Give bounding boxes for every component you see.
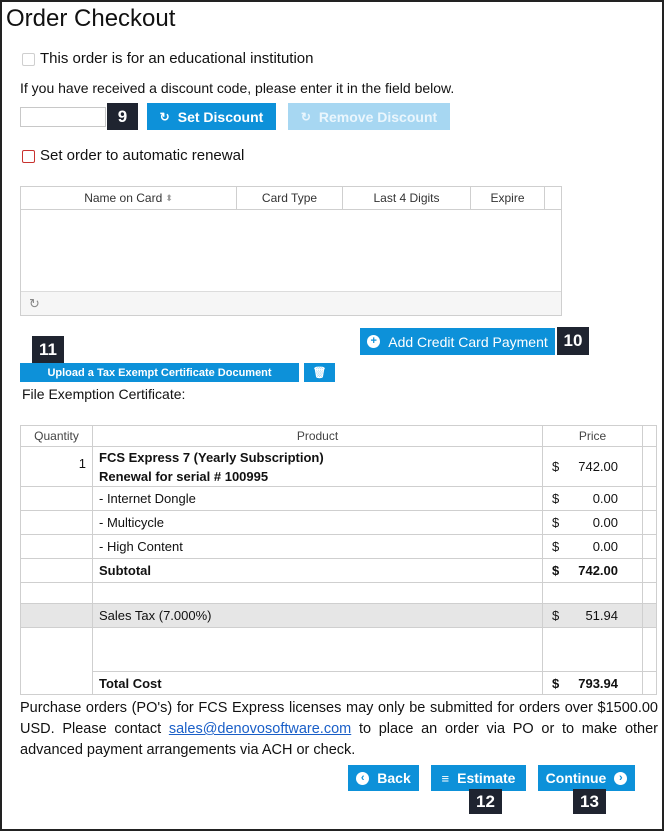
- addon-name: - Multicycle: [93, 511, 543, 535]
- trash-icon: 🗑: [312, 367, 327, 379]
- table-row: [21, 511, 657, 535]
- arrow-left-icon: ‹: [356, 772, 369, 785]
- column-expire[interactable]: Expire: [471, 187, 545, 209]
- purchase-order-notice: Purchase orders (PO's) for FCS Express licenses may only be submitted for orders over $1500.00 USD. Please contact sales@denovosoftware.com to place an order via PO or to make other advanced payment arrangements via ACH or check.: [20, 700, 658, 758]
- auto-renewal-checkbox[interactable]: [22, 150, 35, 163]
- upload-tax-exempt-label: Upload a Tax Exempt Certificate Document: [47, 366, 272, 379]
- column-spacer: [545, 187, 561, 209]
- add-credit-card-payment-button[interactable]: [360, 328, 555, 355]
- table-row: [21, 447, 657, 487]
- remove-discount-label: Remove Discount: [318, 108, 438, 125]
- callout-9: 9: [107, 103, 138, 130]
- education-label: This order is for an educational institution: [40, 50, 314, 67]
- addon-price: $ 0.00: [543, 511, 643, 535]
- callout-10: 10: [557, 327, 589, 355]
- discount-instruction: If you have received a discount code, please enter it in the field below.: [20, 80, 455, 96]
- callout-11: 11: [32, 336, 64, 363]
- arrow-right-icon: ›: [614, 772, 627, 785]
- plus-icon: +: [367, 335, 380, 348]
- total-label: Total Cost: [93, 672, 543, 695]
- sales-tax-value: $ 51.94: [543, 604, 643, 628]
- header-price: Price: [543, 426, 643, 447]
- header-quantity: Quantity: [21, 426, 93, 447]
- subtotal-row: [21, 559, 657, 583]
- addon-price: $ 0.00: [543, 487, 643, 511]
- set-discount-button[interactable]: [147, 103, 276, 130]
- remove-discount-button[interactable]: [288, 103, 450, 130]
- addon-name: - Internet Dongle: [93, 487, 543, 511]
- sales-email-link[interactable]: sales@denovosoftware.com: [168, 721, 352, 737]
- back-button[interactable]: [348, 765, 419, 791]
- back-label: Back: [377, 770, 411, 786]
- addon-price: $ 0.00: [543, 535, 643, 559]
- spacer-row: [21, 583, 657, 604]
- table-row: [21, 535, 657, 559]
- order-table: [20, 425, 657, 695]
- total-row: [21, 672, 657, 695]
- subtotal-label: Subtotal: [93, 559, 543, 583]
- header-spacer: [643, 426, 657, 447]
- sales-tax-row: [21, 604, 657, 628]
- education-checkbox[interactable]: [22, 53, 35, 66]
- set-discount-label: Set Discount: [177, 108, 264, 125]
- total-value: $ 793.94: [543, 672, 643, 695]
- callout-12: 12: [469, 789, 502, 814]
- upload-tax-exempt-button[interactable]: [20, 363, 299, 382]
- column-last-4-digits[interactable]: Last 4 Digits: [343, 187, 471, 209]
- delete-certificate-button[interactable]: [304, 363, 335, 382]
- add-credit-card-label: Add Credit Card Payment: [388, 333, 548, 350]
- refresh-icon: ↻: [300, 109, 311, 124]
- estimate-label: Estimate: [457, 770, 516, 786]
- file-exemption-label: File Exemption Certificate:: [22, 386, 186, 402]
- credit-card-grid-header: [21, 187, 561, 210]
- grid-footer: [21, 291, 561, 315]
- product-name: FCS Express 7 (Yearly Subscription) Renewal for serial # 100995: [93, 447, 543, 487]
- list-icon: ≡: [441, 770, 450, 786]
- header-product: Product: [93, 426, 543, 447]
- page-title: Order Checkout: [6, 5, 176, 32]
- sort-icon: ⬍: [165, 192, 173, 203]
- credit-card-grid: [20, 186, 562, 316]
- addon-name: - High Content: [93, 535, 543, 559]
- order-table-header: [21, 426, 657, 447]
- continue-label: Continue: [545, 770, 607, 786]
- spacer-row: [21, 628, 657, 672]
- refresh-icon: ↻: [159, 109, 170, 124]
- sales-tax-label: Sales Tax (7.000%): [93, 604, 543, 628]
- column-name-on-card[interactable]: Name on Card ⬍: [21, 187, 237, 209]
- estimate-button[interactable]: [431, 765, 526, 791]
- subtotal-value: $ 742.00: [543, 559, 643, 583]
- product-price: $ 742.00: [543, 447, 643, 487]
- product-quantity: 1: [21, 447, 93, 487]
- refresh-grid-icon[interactable]: ↻: [29, 295, 40, 311]
- auto-renewal-label: Set order to automatic renewal: [40, 147, 245, 164]
- discount-code-input[interactable]: [20, 107, 106, 127]
- table-row: [21, 487, 657, 511]
- callout-13: 13: [573, 789, 606, 814]
- column-card-type[interactable]: Card Type: [237, 187, 343, 209]
- continue-button[interactable]: [538, 765, 635, 791]
